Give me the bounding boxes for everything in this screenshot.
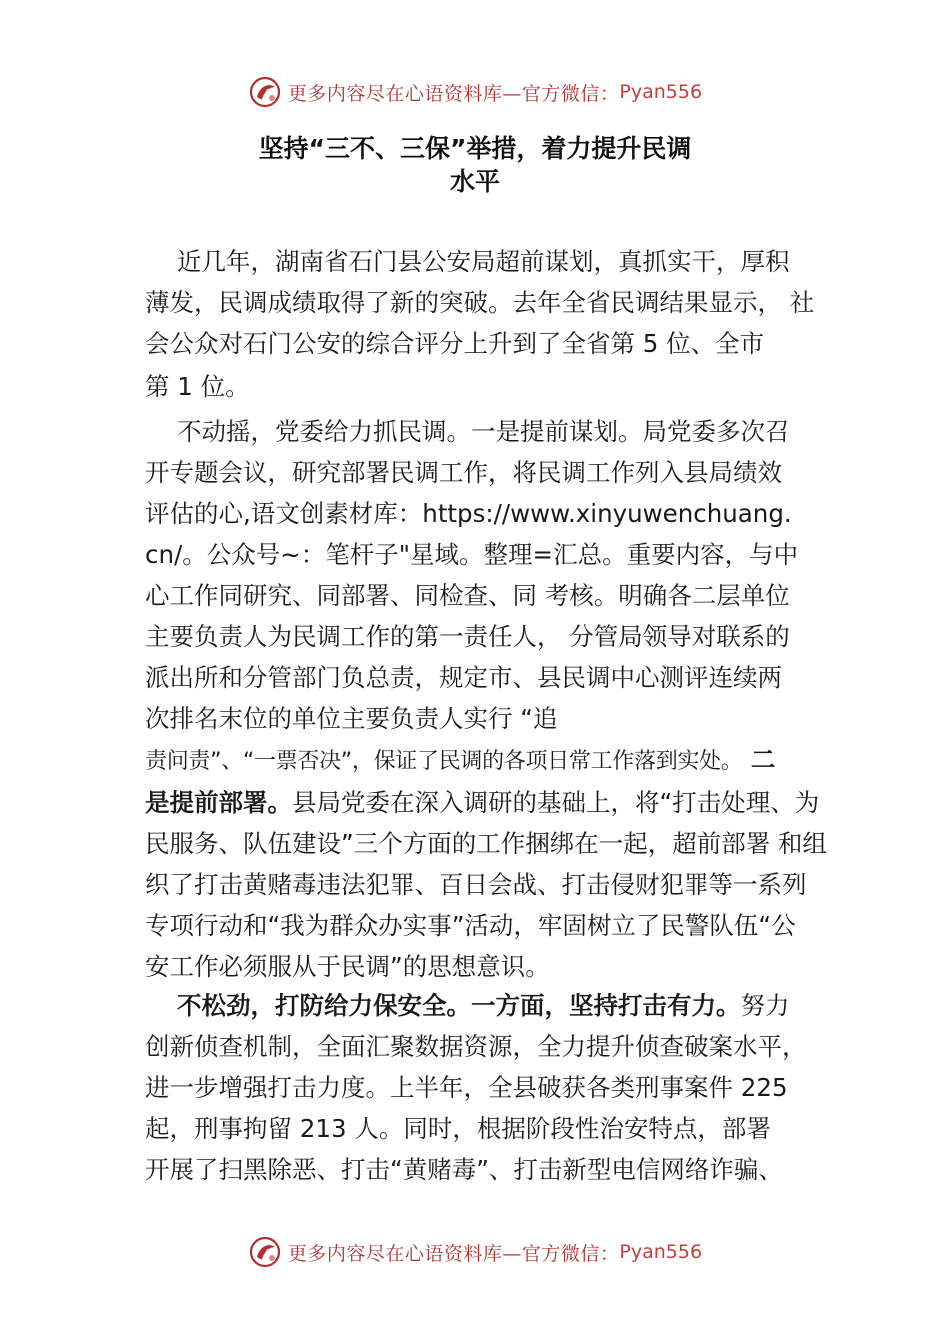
title-line-2: 水平: [449, 167, 500, 196]
watermark-wechat-id: Pyan556: [619, 81, 703, 103]
title-line-1: 坚持“三不、三保”举措，着力提升民调: [258, 134, 692, 163]
text-line: 起，刑事拘留 213 人。同时，根据阶段性治安特点，部署: [145, 1114, 771, 1143]
text-line: 评估的心,语文创素材库：https://www.xinyuwenchuang.: [145, 499, 792, 528]
text-line: 第 1 位。: [145, 372, 250, 401]
logo-icon: [248, 1235, 282, 1269]
text-line: 织了打击黄赌毒违法犯罪、百日会战、打击侵财犯罪等一系列: [145, 870, 807, 899]
text-line: 进一步增强打击力度。上半年，全县破获各类刑事案件 225: [145, 1073, 788, 1102]
page-title: [0, 132, 950, 198]
header-watermark: [0, 72, 950, 112]
text-line: 不动摇，党委给力抓民调。一是提前谋划。局党委多次召: [177, 417, 790, 446]
watermark-text: 更多内容尽在心语资料库—官方微信：: [287, 1242, 620, 1265]
text-line: 民服务、队伍建设”三个方面的工作捆绑在一起，超前部署 和组: [145, 829, 827, 858]
text-line: 不松劲，打防给力保安全。一方面，坚持打击有力。努力: [177, 991, 790, 1020]
watermark-wechat-id: Pyan556: [619, 1241, 703, 1263]
text-line: cn/。公众号~：笔杆子"星域。整理=汇总。重要内容，与中: [145, 540, 799, 569]
text-line: 是提前部署。县局党委在深入调研的基础上，将“打击处理、为: [145, 788, 820, 817]
text-line: 开展了扫黑除恶、打击“黄赌毒”、打击新型电信网络诈骗、: [145, 1155, 783, 1184]
text-line: 薄发，民调成绩取得了新的突破。去年全省民调结果显示， 社: [145, 288, 815, 317]
text-line: 心工作同研究、同部署、同检查、同 考核。明确各二层单位: [145, 581, 790, 610]
logo-icon: [248, 75, 282, 109]
footer-watermark: [0, 1232, 950, 1272]
paragraph-1: [145, 241, 814, 407]
paragraph-3: [145, 985, 807, 1190]
text-line: 开专题会议，研究部署民调工作，将民调工作列入县局绩效: [145, 458, 782, 487]
text-line: 派出所和分管部门负总责，规定市、县民调中心测评连续两: [145, 663, 782, 692]
text-line: 责问责”、“一票否决”，保证了民调的各项日常工作落到实处。 二: [145, 745, 775, 774]
text-line: 安工作必须服从于民调”的思想意识。: [145, 952, 550, 981]
text-line: 会公众对石门公安的综合评分上升到了全省第 5 位、全市: [145, 329, 765, 358]
text-line: 创新侦查机制，全面汇聚数据资源，全力提升侦查破案水平，: [145, 1032, 807, 1061]
text-line: 近几年，湖南省石门县公安局超前谋划，真抓实干，厚积: [177, 247, 790, 276]
paragraph-2: [145, 411, 827, 987]
text-line: 次排名末位的单位主要负责人实行 “追: [145, 704, 558, 733]
text-line: 主要负责人为民调工作的第一责任人， 分管局领导对联系的: [145, 622, 790, 651]
text-line: 专项行动和“我为群众办实事”活动，牢固树立了民警队伍“公: [145, 911, 796, 940]
watermark-text: 更多内容尽在心语资料库—官方微信：: [287, 82, 620, 105]
